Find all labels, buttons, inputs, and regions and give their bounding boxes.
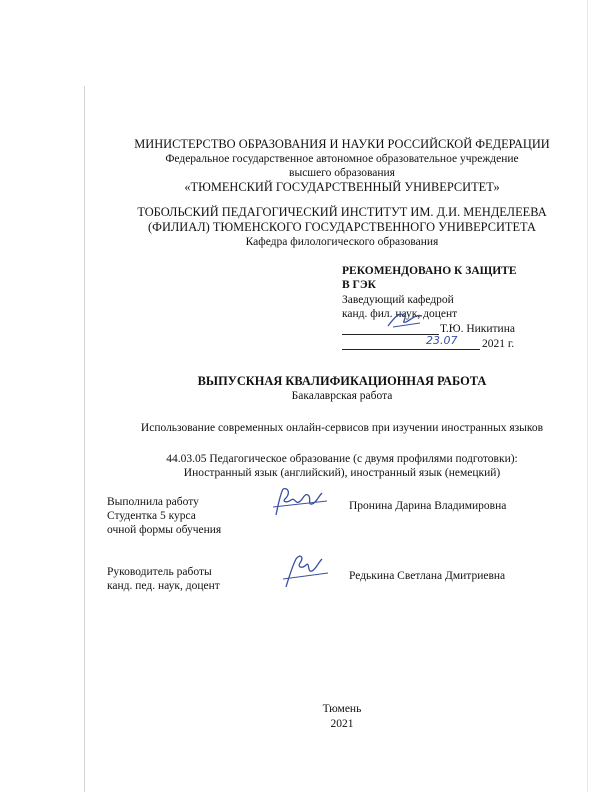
author-label-2: Студентка 5 курса bbox=[107, 510, 196, 522]
city: Тюмень bbox=[322, 703, 362, 715]
supervisor-label-1: Руководитель работы bbox=[107, 566, 212, 578]
approval-degree: канд. фил. наук, доцент bbox=[342, 308, 458, 320]
institution-line-2: высшего образования bbox=[289, 167, 395, 179]
approval-line-2: В ГЭК bbox=[342, 279, 377, 291]
work-topic: Использование современных онлайн-сервисов при изучении иностранных языков bbox=[140, 422, 544, 434]
university-name: «ТЮМЕНСКИЙ ГОСУДАРСТВЕННЫЙ УНИВЕРСИТЕТ» bbox=[184, 180, 500, 194]
department-name: Кафедра филологического образования bbox=[245, 236, 439, 248]
approval-line-1: РЕКОМЕНДОВАНО К ЗАЩИТЕ bbox=[342, 265, 517, 277]
institution-line-1: Федеральное государственное автономное образовательное учреждение bbox=[165, 153, 519, 165]
head-signature bbox=[385, 306, 425, 332]
ministry-title: МИНИСТЕРСТВО ОБРАЗОВАНИЯ И НАУКИ РОССИЙСКОЙ ФЕДЕРАЦИИ bbox=[134, 137, 550, 151]
work-level: Бакалаврская работа bbox=[291, 390, 393, 402]
approval-role: Заведующий кафедрой bbox=[342, 294, 454, 306]
program-line-1: 44.03.05 Педагогическое образование (с двумя профилями подготовки): bbox=[166, 453, 518, 465]
supervisor-signature bbox=[278, 552, 334, 592]
author-label-1: Выполнила работу bbox=[107, 496, 199, 508]
approval-name: Т.Ю. Никитина bbox=[440, 323, 515, 335]
author-name: Пронина Дарина Владимировна bbox=[349, 500, 507, 512]
program-line-2: Иностранный язык (английский), иностранный язык (немецкий) bbox=[183, 467, 501, 479]
approval-date-handwritten: 23.07 bbox=[426, 334, 458, 347]
head-signature-line bbox=[342, 334, 439, 335]
supervisor-name: Редькина Светлана Дмитриевна bbox=[349, 570, 506, 582]
institute-line-2: (ФИЛИАЛ) ТЮМЕНСКОГО ГОСУДАРСТВЕННОГО УНИВЕРСИТЕТА bbox=[148, 220, 536, 234]
supervisor-label-2: канд. пед. наук, доцент bbox=[107, 580, 220, 592]
institute-line-1: ТОБОЛЬСКИЙ ПЕДАГОГИЧЕСКИЙ ИНСТИТУТ ИМ. Д.И. МЕНДЕЛЕЕВА bbox=[137, 205, 547, 219]
approval-date-line bbox=[342, 349, 480, 350]
work-type: ВЫПУСКНАЯ КВАЛИФИКАЦИОННАЯ РАБОТА bbox=[197, 374, 487, 388]
year: 2021 bbox=[330, 718, 354, 730]
author-label-3: очной формы обучения bbox=[107, 524, 222, 536]
approval-year: 2021 г. bbox=[482, 338, 515, 350]
author-signature bbox=[270, 484, 332, 524]
